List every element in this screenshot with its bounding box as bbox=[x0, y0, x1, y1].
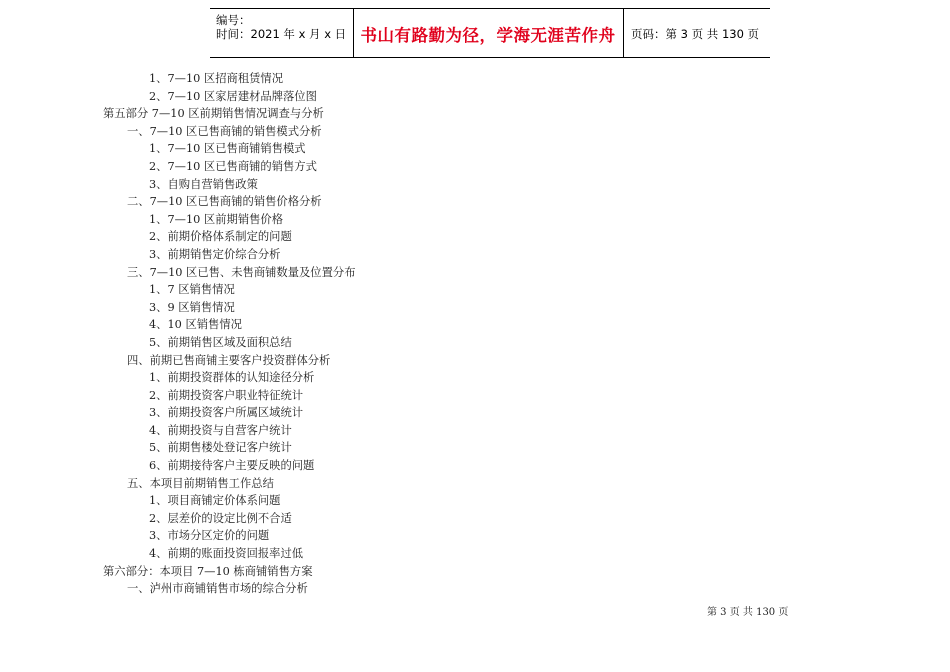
toc-section-item: 一、7—10 区已售商铺的销售模式分析 bbox=[127, 124, 322, 138]
toc-subsection-item: 2、前期价格体系制定的问题 bbox=[149, 230, 292, 244]
header-meta-cell bbox=[210, 9, 354, 57]
table-of-contents bbox=[0, 70, 356, 598]
toc-subsection-item: 5、前期售楼处登记客户统计 bbox=[149, 441, 292, 455]
toc-subsection-item: 4、10 区销售情况 bbox=[149, 318, 242, 332]
toc-section-item: 五、本项目前期销售工作总结 bbox=[127, 476, 274, 490]
page-header bbox=[210, 8, 770, 58]
serial-label: 编号： bbox=[216, 13, 251, 27]
toc-subsection-item: 1、前期投资群体的认知途径分析 bbox=[149, 371, 315, 385]
toc-section-item: 二、7—10 区已售商铺的销售价格分析 bbox=[127, 195, 322, 209]
toc-part-heading: 第五部分 7—10 区前期销售情况调查与分析 bbox=[103, 107, 324, 121]
toc-subsection-item: 4、前期的账面投资回报率过低 bbox=[149, 547, 304, 561]
toc-subsection-item: 1、7—10 区已售商铺销售模式 bbox=[149, 142, 306, 156]
motto-text: 书山有路勤为径，学海无涯苦作舟 bbox=[360, 26, 616, 45]
toc-subsection-item: 2、层差价的设定比例不合适 bbox=[149, 511, 292, 525]
toc-subsection-item: 6、前期接待客户主要反映的问题 bbox=[149, 459, 315, 473]
toc-subsection-item: 3、前期销售定价综合分析 bbox=[149, 247, 281, 261]
header-motto-cell bbox=[353, 9, 624, 57]
toc-subsection-item: 3、市场分区定价的问题 bbox=[149, 529, 270, 543]
toc-subsection-item: 5、前期销售区域及面积总结 bbox=[149, 335, 292, 349]
header-page-info: 页码：第 3 页 共 130 页 bbox=[631, 27, 760, 41]
toc-part-heading: 第六部分：本项目 7—10 栋商铺销售方案 bbox=[103, 564, 313, 578]
header-page-cell bbox=[623, 9, 770, 57]
toc-subsection-item: 1、7—10 区招商租赁情况 bbox=[149, 72, 284, 85]
toc-subsection-item: 3、9 区销售情况 bbox=[149, 300, 235, 314]
toc-subsection-item: 1、7 区销售情况 bbox=[149, 283, 235, 297]
toc-subsection-item: 3、前期投资客户所属区域统计 bbox=[149, 406, 304, 420]
toc-subsection-item: 1、项目商铺定价体系问题 bbox=[149, 494, 281, 508]
toc-section-item: 三、7—10 区已售、未售商铺数量及位置分布 bbox=[127, 265, 356, 279]
toc-subsection-item: 1、7—10 区前期销售价格 bbox=[149, 212, 284, 226]
toc-subsection-item: 2、7—10 区家居建材品牌落位图 bbox=[149, 89, 317, 103]
page-footer: 第 3 页 共 130 页 bbox=[707, 607, 789, 618]
toc-subsection-item: 4、前期投资与自营客户统计 bbox=[149, 423, 292, 437]
toc-section-item: 四、前期已售商铺主要客户投资群体分析 bbox=[127, 353, 331, 367]
toc-subsection-item: 2、前期投资客户职业特征统计 bbox=[149, 388, 304, 402]
time-label: 时间：2021 年 x 月 x 日 bbox=[216, 27, 347, 41]
toc-section-item: 一、泸州市商铺销售市场的综合分析 bbox=[127, 582, 308, 596]
toc-subsection-item: 2、7—10 区已售商铺的销售方式 bbox=[149, 159, 317, 173]
toc-subsection-item: 3、自购自营销售政策 bbox=[149, 177, 258, 191]
